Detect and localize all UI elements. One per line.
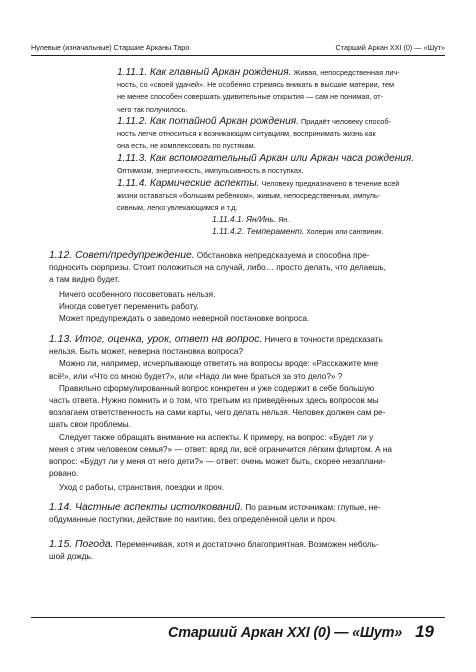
section-heading: 1.14. Частные аспекты истолкований.	[49, 502, 244, 513]
paragraph-line: Ничего особенного посоветовать нельзя.	[59, 290, 216, 299]
section-heading: 1.11.4. Кармические аспекты.	[117, 178, 260, 189]
paragraph-text: Ян.	[276, 217, 290, 224]
section-heading: 1.12. Совет/предупреждение.	[49, 250, 195, 261]
footer-divider	[31, 617, 445, 618]
paragraph-line: часть ответа. Нужно помнить и о том, что третьим из приведённых здесь вопросов мы	[49, 396, 379, 406]
section-1-11-3	[117, 153, 438, 177]
section-heading: 1.11.4.2. Темперамент.	[212, 226, 305, 236]
section-1-11-2	[117, 116, 438, 153]
paragraph-text: По разным источникам: глупые, не-	[243, 503, 381, 512]
section-heading: 1.13. Итог, оценка, урок, ответ на вопрос.	[49, 334, 263, 345]
paragraph-line: чего так получилось.	[117, 104, 188, 114]
header-left: Нулевые (изначальные) Старшие Арканы Таро	[31, 43, 190, 52]
paragraph-line: а там видно будет.	[49, 275, 120, 285]
section-1-11-1	[117, 67, 438, 116]
section-1-12	[49, 250, 438, 287]
paragraph-line: она есть, не комплексовать по пустякам.	[117, 141, 256, 151]
paragraph-line: не менее способен совершать удивительные открытия — сам не понимая, от-	[117, 92, 384, 102]
section-heading: 1.15. Погода.	[49, 539, 114, 550]
paragraph-line: вопрос: «Будут ли у меня от него дети?» — ответ: очень может быть, скорее незаплани-	[49, 457, 386, 467]
paragraph-line: Можно ли, например, исчерпывающе ответить на вопросы вроде: «Расскажите мне	[59, 359, 379, 369]
page-number: 19	[415, 622, 434, 641]
section-heading: 1.11.4.1. Ян/Инь.	[212, 214, 277, 224]
paragraph-line: шой дождь.	[49, 552, 94, 562]
section-1-11-4-2	[212, 226, 383, 238]
paragraph-line: Уход с работы, странствия, поездки и проч.	[59, 483, 225, 493]
paragraph-line: шать свои проблемы.	[49, 420, 131, 430]
paragraph-line: Следует также обращать внимание на аспекты. К примеру, на вопрос: «Будет ли у	[59, 432, 374, 442]
section-1-11-4-1	[212, 214, 289, 226]
paragraph-text: Переменчивая, хотя и достаточно благоприятная. Возможен неболь-	[113, 540, 379, 549]
paragraph-text: Человеку предназначено в течение всей	[259, 179, 400, 188]
section-1-15	[49, 539, 438, 563]
paragraph-line: сивным, легко увлекающимся и т.д.	[117, 203, 238, 213]
header-right: Старший Аркан XXI (0) — «Шут»	[335, 43, 445, 52]
paragraph-text: Ничего в точности предсказать	[262, 335, 383, 344]
paragraph-line: подносить сюрпризы. Стоит положиться на случай, либо… просто делать, что делаешь,	[49, 263, 386, 273]
running-header	[31, 40, 445, 56]
section-1-14	[49, 502, 438, 526]
section-heading: 1.11.3. Как вспомогательный Аркан или Аркан часа рождения.	[117, 153, 415, 164]
paragraph-line: Оптимизм, энергичность, импульсивность в поступках.	[117, 166, 304, 176]
paragraph-text: Обстановка непредсказуема и способна пре-	[194, 251, 370, 260]
paragraph-line: нельзя. Быть может, неверна постановка вопроса?	[49, 347, 244, 357]
section-1-13	[49, 334, 438, 495]
section-heading: 1.11.2. Как потайной Аркан рождения.	[117, 116, 299, 127]
paragraph-line: Может предупреждать о заведомо неверной постановке вопроса.	[59, 314, 310, 324]
section-heading: 1.11.1. Как главный Аркан рождения.	[117, 67, 292, 78]
paragraph-text: Живая, непосредственная лич-	[291, 68, 400, 77]
paragraph-line: меня с этим человеком семья?» — ответ: вряд ли, всё ограничится лёгким флиртом. А на	[49, 444, 392, 454]
paragraph-line: обдуманные поступки, действие по наитию, без определённой цели и проч.	[49, 515, 338, 525]
paragraph-line: всё!», или «Что со мною будет?», или «Надо ли мне браться за это дело?» ?	[49, 371, 343, 381]
paragraph-line: ность легче относиться к возникающим ситуациям, воспринимать жизнь как	[117, 129, 376, 139]
paragraph-text: Холерик или сангвиник.	[304, 229, 384, 236]
paragraph-line: ровано.	[49, 469, 79, 479]
paragraph-text: Придаёт человеку способ-	[298, 117, 391, 126]
paragraph-line: возлагаем ответственность на сами карты, чего делать нельзя. Человек должен сам ре-	[49, 408, 386, 418]
section-1-11-4	[117, 178, 438, 215]
footer-title: Старший Аркан XXI (0) — «Шут»	[168, 625, 402, 641]
paragraph-line: Правильно сформулированный вопрос конкретен и уже содержит в себе большую	[59, 383, 375, 393]
section-1-12-list	[59, 289, 438, 326]
paragraph-line: ность, со «своей удачей». Не особенно стремясь вникать в высшие материи, тем	[117, 80, 395, 90]
paragraph-line: Иногда советует переменить работу.	[59, 302, 199, 312]
paragraph-line: жизни оставаться «большим ребёнком», живым, непосредственным, импуль-	[117, 191, 381, 201]
